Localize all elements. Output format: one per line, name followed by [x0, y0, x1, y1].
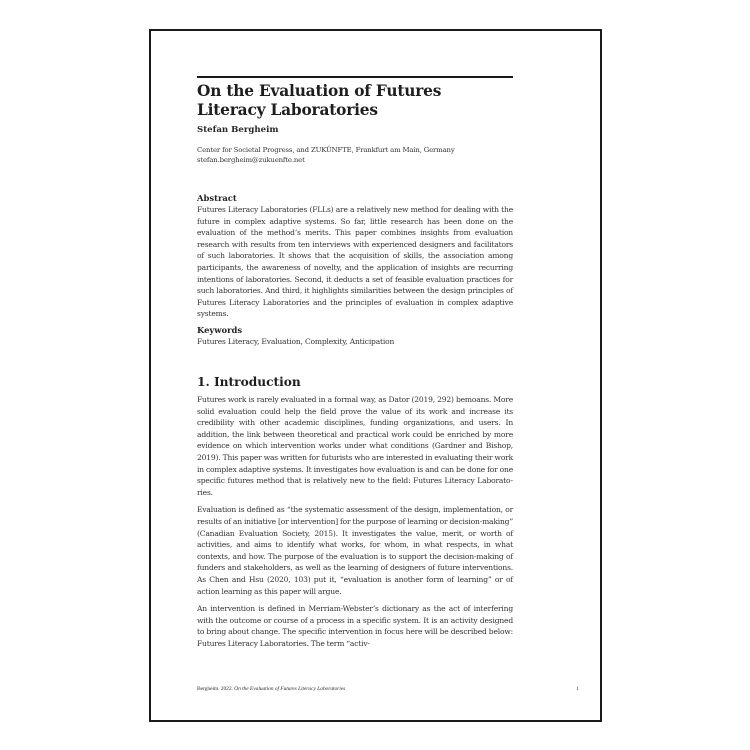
abstract-heading: Abstract — [197, 193, 237, 203]
author-affiliation-block — [197, 146, 455, 166]
page-number: 1 — [576, 686, 579, 692]
author-name: Stefan Bergheim — [197, 125, 279, 135]
keywords-text: Futures Literacy, Evaluation, Complexity, Anticipation — [197, 337, 395, 346]
author-email[interactable]: stefan.bergheim@zukuenfte.net — [197, 155, 305, 164]
introduction-paragraph: Evaluation is defined as “the systematic assessment of the design, implementation, or results of an initiative [or intervention] for the purpose of learning or decision-making” (Canadian Evaluation Society, 2015). It investigates the value, merit, or worth of activities, and aims to identify what works, for whom, in what respects, in what contexts, and how. The purpose of the evaluation is to support the decision-making of funders and stakeholders, as well as the learning of designers of future interventions. As Chen and Hsu (2020, 103) put it, “evaluation is another form of learning” or of action learning as this paper will argue. — [197, 505, 513, 596]
paper-title: On the Evaluation of Futures Literacy Laboratories — [197, 82, 442, 119]
abstract-text: Futures Literacy Laboratories (FLLs) are a relatively new method for dealing with the future in complex adaptive systems. So far, little research has been done on the evaluation of the method’s merits. This paper combines insights from evaluation research with results from ten interviews with experienced designers and facilitators of such laboratories. It shows that the acquisition of skills, the association among participants, the awareness of novelty, and the application of insights are recurring intentions of laboratories. Second, it deducts a set of feasible evaluation practices for such laboratories. And third, it highlights similarities between the design principles of Futures Literacy Laboratories and the principles of evaluation in complex adaptive systems. — [197, 205, 513, 319]
page-footer — [197, 685, 591, 693]
introduction-paragraph: Futures work is rarely evaluated in a formal way, as Dator (2019, 292) bemoans. More solid evaluation could help the field prove the value of its work and increase its credibility with other academic disciplines, funding organizations, and users. In addition, the link between theoretical and practical work could be enriched by more evidence on which intervention works under what conditions (Gardner and Bishop, 2019). This paper was written for futurists who are interested in evaluating their work in complex adaptive systems. It investigates how evaluation is and can be done for one specific futures method that is relatively new to the field: Futures Literacy Laboratories. — [197, 395, 513, 497]
abstract-section — [197, 193, 513, 320]
introduction-paragraph: An intervention is defined in Merriam-Webster’s dictionary as the act of interfering with the outcome or course of a process in a specific system. It is an activity designed to bring about change. The specific intervention in focus here will be described below: Futures Literacy Laboratories. The term “activ- — [197, 604, 513, 648]
author-affiliation: Center for Societal Progress, and ZUKÜNFTE, Frankfurt am Main, Germany — [197, 146, 455, 154]
footer-citation: Bergheim. 2022. — [197, 686, 233, 692]
title-rule — [197, 76, 513, 78]
keywords-section — [197, 325, 513, 348]
paper-page — [149, 29, 602, 722]
keywords-heading: Keywords — [197, 325, 243, 335]
introduction-heading: 1. Introduction — [197, 375, 301, 389]
footer-title: On the Evaluation of Futures Literacy Laboratories — [234, 686, 346, 692]
introduction-body — [197, 394, 513, 649]
